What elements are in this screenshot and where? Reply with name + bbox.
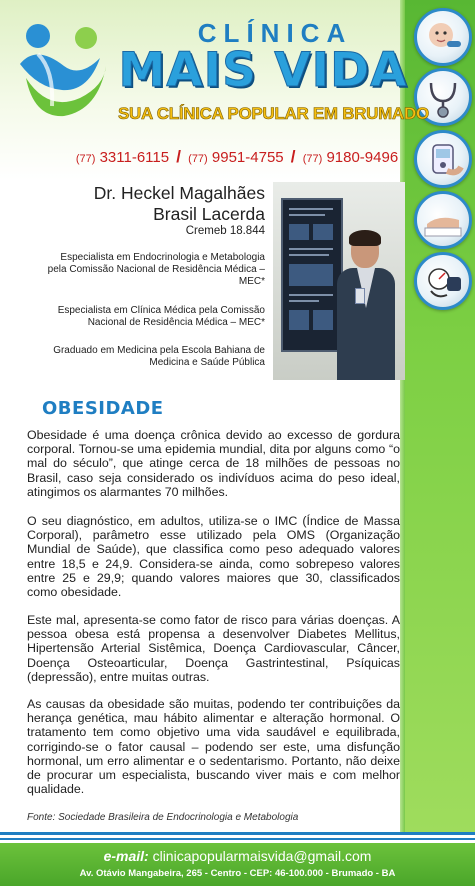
phone-area-code: (77) — [302, 153, 323, 165]
footer-stripe — [0, 832, 475, 835]
phone-area-code: (77) — [75, 153, 96, 165]
credential-line: Medicina e Saúde Pública — [149, 357, 265, 368]
credential-line: pela Comissão Nacional de Residência Médica – — [47, 264, 265, 275]
tagline-suffix: EM BRUMADO — [308, 104, 429, 123]
footer-address: Av. Otávio Mangabeira, 265 - Centro - CEP: 46-100.000 - Brumado - BA — [79, 868, 396, 879]
credential-graduation — [20, 345, 265, 369]
doctor-name-line: Dr. Heckel Magalhães — [93, 183, 265, 203]
footer-email — [0, 848, 475, 864]
footer-stripe — [0, 838, 475, 840]
credential-clinical-medicine — [20, 305, 265, 329]
phone-separator: / — [290, 147, 296, 166]
conference-poster — [281, 198, 343, 352]
article-paragraph: Este mal, apresenta-se como fator de risco para várias doenças. A pessoa obesa está propensa a desenvolver Diabetes Mellitus, Hipertensão Arterial Sistêmica, Doença Cardiovascular, Câncer, Doença Osteoarticular, Doença Gastrintestinal, Psíquicas (depressão), entre muitas outras. — [27, 613, 400, 684]
clinic-name: MAIS VIDA — [118, 43, 408, 98]
article-source: Fonte: Sociedade Brasileira de Endocrinologia e Metabologia — [27, 812, 299, 823]
blood-pressure-photo-circle — [414, 252, 472, 310]
doctor-name — [20, 183, 265, 225]
glucose-meter-photo-circle — [414, 130, 472, 188]
doctor-hand-photo-circle — [414, 191, 472, 249]
baby-photo-circle — [414, 8, 472, 66]
doctor-name-line: Brasil Lacerda — [153, 204, 265, 224]
credential-line: MEC* — [238, 276, 265, 287]
clinic-tagline — [118, 104, 429, 124]
phone-number[interactable]: 9951-4755 — [211, 149, 284, 166]
credential-line: Graduado em Medicina pela Escola Bahiana de — [53, 345, 265, 356]
phone-area-code: (77) — [188, 153, 208, 165]
tagline-prefix: SUA CLÍNICA — [118, 104, 228, 123]
article-title: OBESIDADE — [42, 398, 164, 419]
credential-line: Especialista em Clínica Médica pela Comissão — [57, 305, 265, 316]
email-label: e-mail: — [103, 848, 149, 864]
phone-numbers — [62, 147, 412, 167]
credential-endocrinology — [20, 252, 265, 288]
phone-number[interactable]: 3311-6115 — [99, 149, 170, 166]
article-paragraph: As causas da obesidade são muitas, podendo ter contribuições da herança genética, mau hábito alimentar e alteração hormonal. O tratamento tem como objetivo uma vida saudável e equilibrada, corrigindo-se o fator causal – podendo ser este, uma disfunção hormonal, um erro alimentar e o sedentarismo. Portanto, não deixe de procurar um especialista, buscando viver mais e com melhor qualidade. — [27, 697, 400, 797]
doctor-photo — [273, 182, 405, 380]
clinic-logo-icon — [8, 14, 116, 124]
phone-separator: / — [176, 147, 181, 166]
clinic-title: CLÍNICA — [197, 18, 353, 48]
article-paragraph: Obesidade é uma doença crônica devido ao excesso de gordura corporal. Tornou-se uma epidemia mundial, dita por alguns como “o mal do século”, que atinge cerca de 18 milhões de pessoas no Brasil, caso seja considerado os indivíduos acima do peso ideal, atingimos os alarmantes 70 milhões. — [27, 428, 400, 499]
credential-line: Especialista em Endocrinologia e Metabologia — [60, 252, 265, 263]
article-paragraph: O seu diagnóstico, em adultos, utiliza-se o IMC (Índice de Massa Corporal), parâmetro esse utilizado pela OMS (Organização Mundial de Saúde), que classifica como peso adequado valores entre 18,5 e 24,9. Considera-se ainda, como sobrepeso valores entre 25 e 29,9; quando valores maiores que 30, classificados como obesidade. — [27, 514, 400, 600]
tagline-highlight: POPULAR — [227, 104, 309, 123]
phone-number[interactable]: 9180-9496 — [326, 149, 399, 166]
email-address[interactable]: clinicapopularmaisvida@gmail.com — [152, 848, 372, 864]
doctor-registration: Cremeb 18.844 — [185, 225, 265, 237]
credential-line: Nacional de Residência Médica – MEC* — [87, 317, 265, 328]
